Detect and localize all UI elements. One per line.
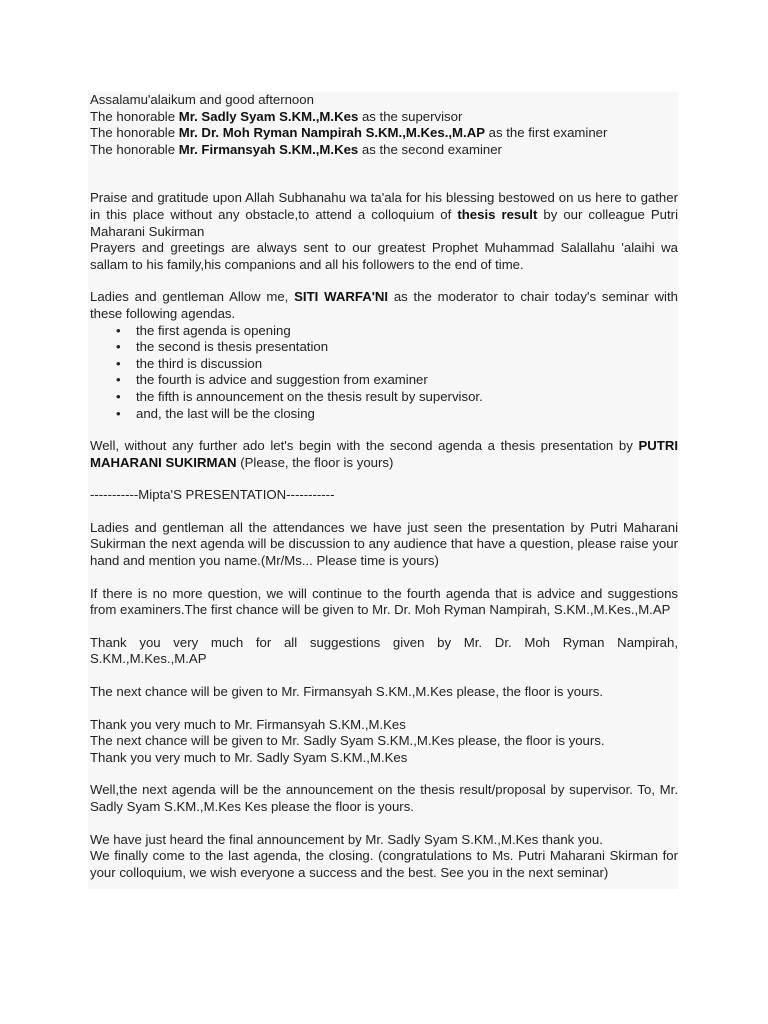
closing-paragraph: We finally come to the last agenda, the closing. (congratulations to Ms. Putri Maharani Skirman for your colloquium, we wish everyone a success and the best. See you in the next seminar) — [90, 848, 678, 880]
fourth-agenda-paragraph: If there is no more question, we will continue to the fourth agenda that is advice and suggestions from examiners.The first chance will be given to Mr. Dr. Moh Ryman Nampirah, S.KM.,M.Kes.,M.AP — [90, 585, 678, 618]
moderator-paragraph — [90, 289, 678, 322]
list-item: • the first agenda is opening — [136, 323, 678, 340]
begin-text-end: (Please, the floor is yours) — [236, 454, 394, 470]
discussion-paragraph: Ladies and gentleman all the attendances we have just seen the presentation by Putri Maharani Sukirman the next agenda will be discussion to any audience that have a question, please raise your hand and mention you name.(Mr/Ms... Please time is yours) — [90, 519, 678, 569]
honorable-prefix: The honorable — [90, 141, 179, 157]
announcement-paragraph: Well,the next agenda will be the announcement on the thesis result/proposal by supervisor. To, Mr. Sadly Syam S.KM.,M.Kes Kes please the floor is yours. — [90, 782, 678, 814]
list-item: • the fifth is announcement on the thesis result by supervisor. — [136, 389, 678, 406]
praise-bold: thesis result — [457, 206, 538, 222]
heard-paragraph: We have just heard the final announcement by Mr. Sadly Syam S.KM.,M.Kes thank you. — [90, 831, 603, 847]
honorable-role: as the first examiner — [485, 125, 608, 141]
praise-text-end: by our colleague Putri Maharani Sukirman — [90, 206, 678, 239]
honorable-second-examiner — [90, 142, 678, 159]
first-examiner-name: Mr. Dr. Moh Ryman Nampirah S.KM.,M.Kes.,M.AP — [178, 125, 486, 141]
greeting: Assalamu'alaikum and good afternoon — [90, 92, 314, 107]
document-page — [88, 92, 678, 889]
list-item: • the fourth is advice and suggestion from examiner — [136, 372, 678, 389]
honorable-role: as the supervisor — [358, 108, 463, 124]
presentation-marker: -----------Mipta'S PRESENTATION----------- — [90, 487, 335, 503]
list-item: • the second is thesis presentation — [136, 339, 678, 356]
moderator-name: SITI WARFA'NI — [294, 289, 389, 305]
next-chance-supervisor: The next chance will be given to Mr. Sadly Syam S.KM.,M.Kes please, the floor is yours. — [90, 733, 605, 749]
praise-paragraph — [90, 190, 678, 240]
honorable-prefix: The honorable — [90, 125, 179, 141]
moderator-text: Ladies and gentleman Allow me, — [90, 289, 295, 305]
list-item: • the third is discussion — [136, 356, 678, 373]
honorable-prefix: The honorable — [90, 108, 179, 124]
begin-paragraph — [90, 438, 678, 471]
honorable-supervisor — [90, 109, 678, 126]
begin-text: Well, without any further ado let's begin with the second agenda a thesis presentation by — [90, 438, 639, 454]
thank-first-examiner: Thank you very much for all suggestions given by Mr. Dr. Moh Ryman Nampirah, S.KM.,M.Kes.,M.AP — [90, 634, 678, 667]
prayers-paragraph: Prayers and greetings are always sent to our greatest Prophet Muhammad Salallahu 'alaihi wa sallam to his family,his companions and all his followers to the end of time. — [90, 240, 678, 272]
praise-text: Praise and gratitude upon Allah Subhanahu wa ta'ala for his blessing bestowed on us here to gather in this place without any obstacle,to attend a colloquium of — [90, 190, 678, 222]
honorable-role: as the second examiner — [358, 141, 502, 157]
supervisor-name: Mr. Sadly Syam S.KM.,M.Kes — [178, 108, 359, 124]
moderator-text-end: as the moderator to chair today's seminar with these following agendas. — [90, 289, 678, 321]
presenter-name: PUTRI MAHARANI SUKIRMAN — [90, 438, 678, 470]
honorable-first-examiner — [90, 125, 678, 142]
second-examiner-name: Mr. Firmansyah S.KM.,M.Kes — [178, 141, 359, 157]
list-item: • and, the last will be the closing — [136, 406, 678, 423]
thank-second-examiner: Thank you very much to Mr. Firmansyah S.KM.,M.Kes — [90, 716, 406, 732]
next-chance-second-examiner: The next chance will be given to Mr. Firmansyah S.KM.,M.Kes please, the floor is yours. — [90, 684, 604, 700]
thank-supervisor: Thank you very much to Mr. Sadly Syam S.KM.,M.Kes — [90, 749, 408, 765]
agenda-list — [90, 323, 678, 423]
